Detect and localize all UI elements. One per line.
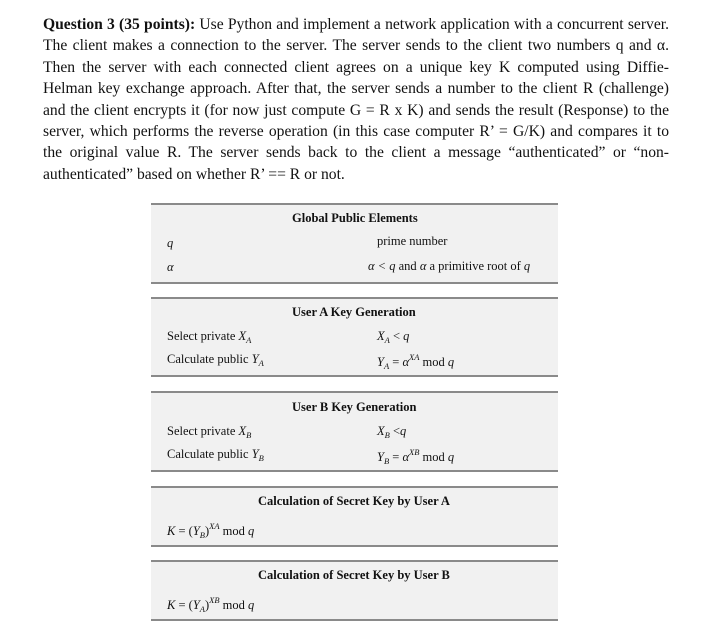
user-a-private-condition: $X_A < q$ (377, 329, 410, 345)
user-b-select-private: Select private $X_B$ (167, 424, 252, 440)
secret-key-user-a-box (151, 486, 558, 547)
secret-a-title: Calculation of Secret Key by User A (258, 494, 450, 508)
user-a-public-formula: $Y_A = \alpha^{XA}$ mod q (377, 352, 455, 371)
user-a-select-private: Select private $X_A$ (167, 329, 252, 345)
user-b-private-condition: $X_B <q$ (377, 424, 407, 440)
secret-b-title: Calculation of Secret Key by User B (258, 568, 450, 582)
question-text (43, 14, 669, 185)
user-b-key-generation-box (151, 391, 558, 472)
global-title: Global Public Elements (292, 211, 418, 225)
secret-b-formula: $K = (Y_A)^{XB}$ mod q (167, 595, 255, 614)
q-description: prime number (377, 234, 448, 248)
global-public-elements-box (151, 203, 558, 284)
secret-key-user-b-box (151, 560, 558, 621)
q-symbol: q (167, 236, 174, 250)
user-b-calculate-public: Calculate public $Y_B$ (167, 447, 264, 463)
user-b-title: User B Key Generation (292, 400, 417, 414)
question-body: Use Python and implement a network application with a concurrent server. The client makes a connection to the server. The server sends to the client two numbers q and α. Then the server with each connected client agrees on a unique key K computed using Diffie-Helman key exchange approach. After that, the server sends a number to the client R (challenge) and the client encrypts it (for now just compute G = R x K) and sends the result (Response) to the server, which performs the reverse operation (in this case computer R’ = G/K) and compares it to the original value R. The server sends back to the client a message “authenticated” or “non-authenticated” based on whether R’ == R or not. (43, 16, 669, 183)
user-a-title: User A Key Generation (292, 305, 416, 319)
question-heading: Question 3 (35 points): (43, 16, 196, 33)
user-b-public-formula: $Y_B = \alpha^{XB}$ mod q (377, 447, 455, 466)
user-a-key-generation-box (151, 297, 558, 377)
alpha-description: α < q and α a primitive root of q (368, 259, 531, 273)
alpha-symbol: α (167, 260, 174, 274)
secret-a-formula: $K = (Y_B)^{XA}$ mod q (167, 521, 255, 540)
user-a-calculate-public: Calculate public $Y_A$ (167, 352, 264, 368)
